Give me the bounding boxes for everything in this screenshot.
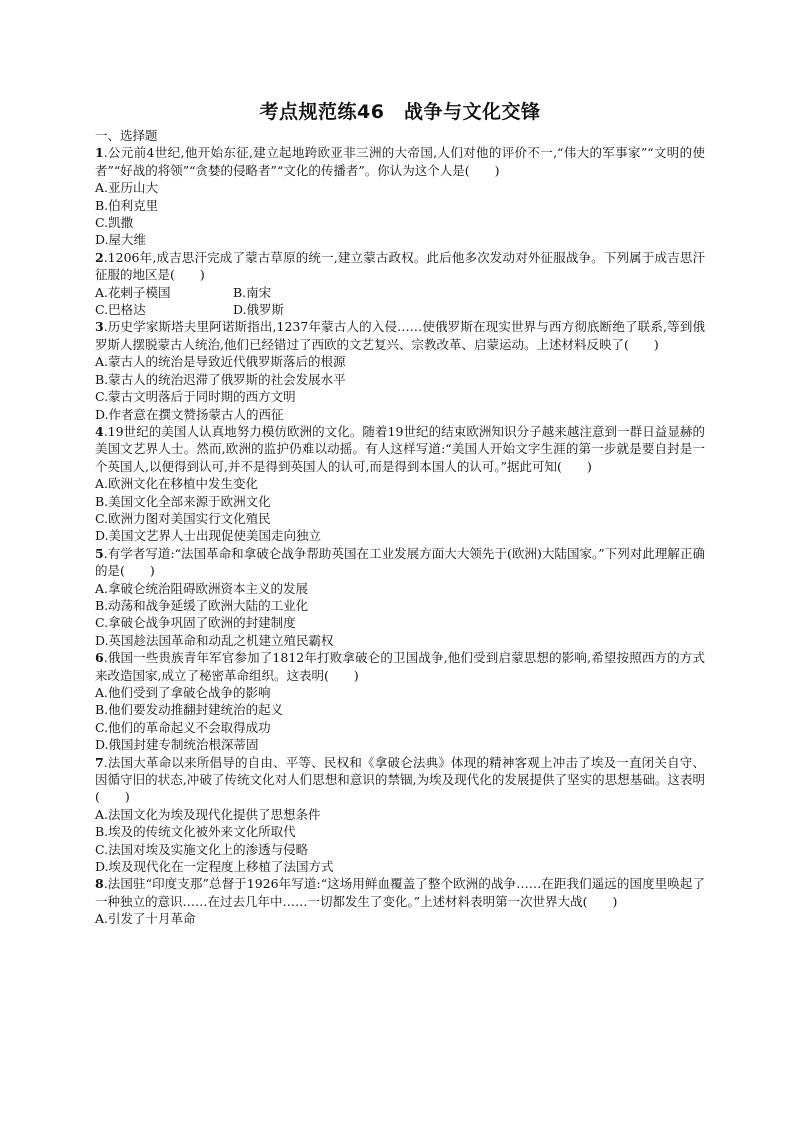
question-stem	[95, 875, 705, 910]
question-4	[95, 423, 705, 545]
question-7	[95, 754, 705, 876]
option-c: C.他们的革命起义不会取得成功	[95, 719, 271, 735]
question-number: 4	[95, 423, 104, 439]
option-d: D.俄国封建专制统治根深蒂固	[95, 737, 259, 753]
question-8	[95, 875, 705, 927]
option-d: D.英国趁法国革命和动乱之机建立殖民霸权	[95, 632, 334, 648]
question-number: 3	[95, 319, 104, 335]
question-3	[95, 318, 705, 422]
question-number: 5	[95, 545, 104, 561]
question-stem	[95, 649, 705, 684]
question-6	[95, 649, 705, 753]
question-stem	[95, 144, 705, 179]
question-number: 7	[95, 754, 104, 770]
question-number: 8	[95, 876, 104, 892]
question-stem	[95, 318, 705, 353]
question-text: .有学者写道:“法国革命和拿破仑战争帮助英国在工业发展方面大大领先于(欧洲)大陆国家。”下列对此理解正确的是( )	[95, 545, 705, 579]
option-b: B.美国文化全部来源于欧洲文化	[95, 493, 271, 509]
question-2	[95, 249, 705, 319]
question-text: .俄国一些贵族青年军官参加了1812年打败拿破仑的卫国战争,他们受到启蒙思想的影响,希望按照西方的方式来改造国家,成立了秘密革命组织。这表明( )	[95, 650, 705, 683]
option-d: D.作者意在撰文赞扬蒙古人的西征	[95, 406, 284, 422]
option-c: C.巴格达	[95, 302, 146, 318]
document-page	[95, 100, 705, 928]
option-b: B.他们要发动推翻封建统治的起义	[95, 702, 284, 718]
question-text: .历史学家斯塔夫里阿诺斯指出,1237年蒙古人的入侵……使俄罗斯在现实世界与西方彻底断绝了联系,等到俄罗斯人摆脱蒙古人统治,他们已经错过了西欧的文艺复兴、宗教改革、启蒙运动。上述材料反映了( )	[95, 319, 705, 352]
option-c: C.欧洲力图对美国实行文化殖民	[95, 510, 271, 526]
option-a: A.拿破仑统治阻碍欧洲资本主义的发展	[95, 580, 309, 596]
option-d: D.美国文艺界人士出现促使美国走向独立	[95, 528, 322, 544]
section-heading: 一、选择题	[95, 128, 158, 143]
option-b: B.埃及的传统文化被外来文化所取代	[95, 824, 296, 840]
option-a: A.他们受到了拿破仑战争的影响	[95, 685, 271, 700]
question-5	[95, 545, 705, 649]
question-number: 1	[95, 145, 104, 161]
question-text: .19世纪的美国人认真地努力模仿欧洲的文化。随着19世纪的结束欧洲知识分子越来越注意到一群日益显赫的美国文艺界人士。然而,欧洲的监护仍难以动摇。有人这样写道:“美国人开始文字生涯的第一步就是要自封是一个英国人,以便得到认可,并不是得到英国人的认可,而是得到本国人的认可。”据此可知( )	[95, 423, 705, 474]
question-stem	[95, 754, 705, 806]
option-d: D.屋大维	[95, 232, 147, 248]
option-b: B.蒙古人的统治迟滞了俄罗斯的社会发展水平	[95, 371, 346, 387]
option-d: D.埃及现代化在一定程度上移植了法国方式	[95, 859, 334, 875]
option-c: C.法国对埃及实施文化上的渗透与侵略	[95, 841, 309, 857]
option-a: A.亚历山大	[95, 180, 159, 196]
option-b: B.南宋	[233, 284, 272, 300]
question-1	[95, 144, 705, 248]
question-stem	[95, 545, 705, 580]
question-stem	[95, 249, 705, 284]
option-c: C.拿破仑战争巩固了欧洲的封建制度	[95, 615, 296, 631]
option-d: D.俄罗斯	[233, 302, 285, 318]
option-c: C.凯撒	[95, 215, 134, 231]
question-number: 2	[95, 249, 104, 265]
option-a: A.蒙古人的统治是导致近代俄罗斯落后的根源	[95, 354, 346, 370]
option-a: A.法国文化为埃及现代化提供了思想条件	[95, 806, 321, 822]
question-text: .法国大革命以来所倡导的自由、平等、民权和《拿破仑法典》体现的精神客观上冲击了埃及一直闭关自守、因循守旧的状态,冲破了传统文化对人们思想和意识的禁锢,为埃及现代化的发展提供了坚实的思想基础。这表明( )	[95, 754, 705, 805]
question-text: .1206年,成吉思汗完成了蒙古草原的统一,建立蒙古政权。此后他多次发动对外征服战争。下列属于成吉思汗征服的地区是( )	[95, 249, 705, 283]
page-title: 考点规范练46 战争与文化交锋	[259, 101, 541, 123]
option-a: A.花剌子模国	[95, 284, 171, 300]
question-text: .法国驻“印度支那”总督于1926年写道:“这场用鲜血覆盖了整个欧洲的战争……在距我们遥远的国度里唤起了一种独立的意识……在过去几年中……一切都发生了变化。”上述材料表明第一次世界大战( )	[95, 876, 705, 909]
option-row	[95, 301, 705, 318]
option-a: A.欧洲文化在移植中发生变化	[95, 476, 259, 492]
question-text: .公元前4世纪,他开始东征,建立起地跨欧亚非三洲的大帝国,人们对他的评价不一,“伟大的军事家”“文明的使者”“好战的将领”“贪婪的侵略者”“文化的传播者”。你认为这个人是( )	[95, 145, 705, 178]
option-a: A.引发了十月革命	[95, 911, 196, 927]
option-b: B.伯利克里	[95, 197, 159, 213]
option-c: C.蒙古文明落后于同时期的西方文明	[95, 389, 296, 405]
option-row	[95, 284, 705, 301]
question-number: 6	[95, 650, 104, 666]
question-stem	[95, 423, 705, 475]
option-b: B.动荡和战争延缓了欧洲大陆的工业化	[95, 597, 309, 613]
